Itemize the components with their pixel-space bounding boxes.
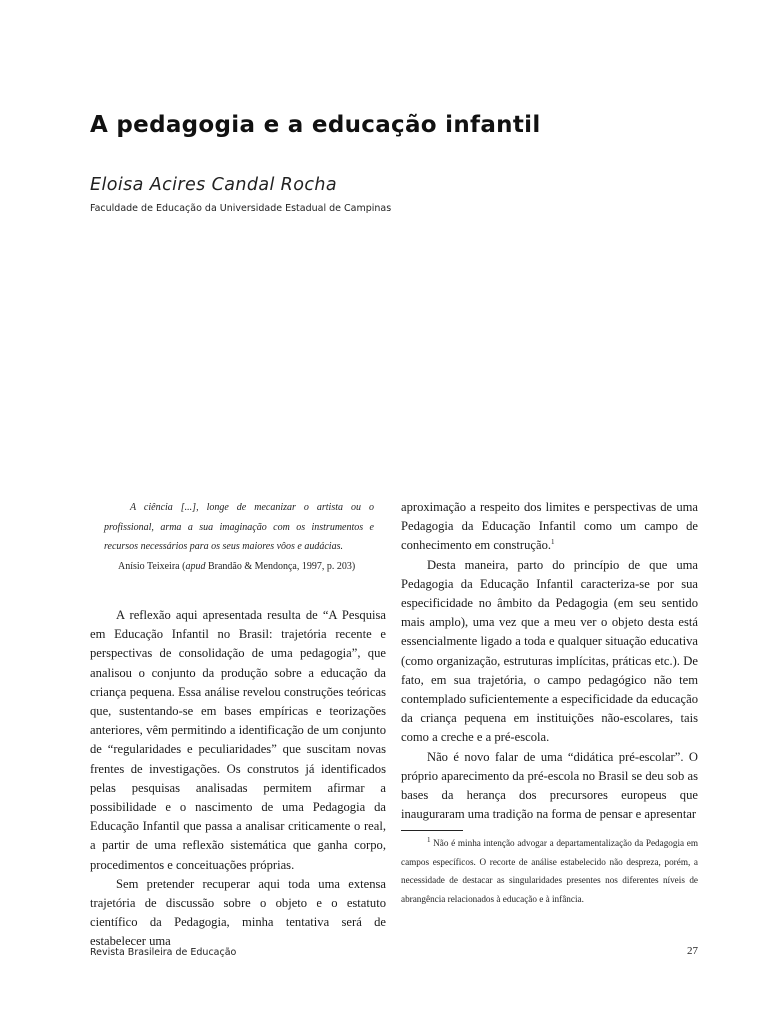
body-paragraph-continued (401, 498, 698, 556)
footnote-text: Não é minha intenção advogar a departamentalização da Pedagogia em campos específicos. O recorte de análise estabelecido não despreza, porém, a necessidade de destacar as singularidades presentes nos diferentes níveis de abrangência relacionados à educação e à infância. (401, 838, 698, 904)
author-affiliation: Faculdade de Educação da Universidade Estadual de Campinas (90, 203, 392, 214)
body-paragraph: Desta maneira, parto do princípio de que uma Pedagogia da Educação Infantil caracteriza-se por sua especificidade no âmbito da Pedagogia (em seu sentido mais amplo), uma vez que a meu ver o objeto desta está essencialmente ligado a toda e qualquer situação educativa (como organização, estruturas implícitas, práticas etc.). De fato, em sua trajetória, o campo pedagógico não tem contemplado suficientemente a especificidade da educação da criança pequena em instituições não-escolares, tais como a creche e a pré-escola. (401, 557, 698, 745)
epigraph-citation: Anísio Teixeira (apud Brandão & Mendonça, 1997, p. 203) (118, 561, 356, 572)
epigraph-cite-apud: apud (185, 561, 206, 572)
epigraph-cite-source: Brandão & Mendonça, 1997, p. 203 (207, 561, 352, 572)
body-paragraph-text: aproximação a respeito dos limites e perspectivas de uma Pedagogia da Educação Infantil como um campo de conhecimento em construção. (401, 500, 698, 553)
footnote-divider (401, 830, 463, 831)
footnote-number: 1 (427, 835, 431, 844)
page-number: 27 (687, 945, 698, 957)
author-name: Eloisa Acires Candal Rocha (90, 175, 337, 195)
footnote (401, 834, 698, 908)
epigraph-cite-author: Anísio Teixeira (118, 561, 180, 572)
journal-name: Revista Brasileira de Educação (90, 947, 237, 958)
body-column-right (401, 498, 698, 824)
body-paragraph: A reflexão aqui apresentada resulta de “A Pesquisa em Educação Infantil no Brasil: trajetória recente e perspectivas de consolidação de uma pedagogia”, que analisou o conjunto da produção sobre a educação da criança pequena. Essa análise revelou construções teóricas que, sustentando-se em bases empíricas e teorizações anteriores, vêm permitindo a identificação de um conjunto de “regularidades e peculiaridades” que suscitam novas frentes de investigações. Os construtos já identificados pelas pesquisas analisadas permitem afirmar a possibilidade e o nascimento de uma Pedagogia da Educação Infantil que passa a analisar criticamente o real, a partir de uma reflexão sistemática que ganha corpo, procedimentos e conceituações próprias. (90, 608, 386, 872)
body-column-left (90, 606, 386, 952)
article-title: A pedagogia e a educação infantil (90, 112, 541, 138)
footnote-reference[interactable]: 1 (551, 538, 555, 547)
body-paragraph: Não é novo falar de uma “didática pré-escolar”. O próprio aparecimento da pré-escola no Brasil se deu sob as bases da herança dos precursores europeus que inauguraram uma tradição na forma de pensar e apresentar (401, 749, 698, 822)
epigraph-quote: A ciência [...], longe de mecanizar o artista ou o profissional, arma a sua imaginação com os instrumentos e recursos necessários para os seus maiores vôos e audácias. (104, 502, 374, 552)
body-paragraph: Sem pretender recuperar aqui toda uma extensa trajetória de discussão sobre o objeto e o estatuto científico da Pedagogia, minha tentativa será de estabelecer uma (90, 876, 386, 949)
